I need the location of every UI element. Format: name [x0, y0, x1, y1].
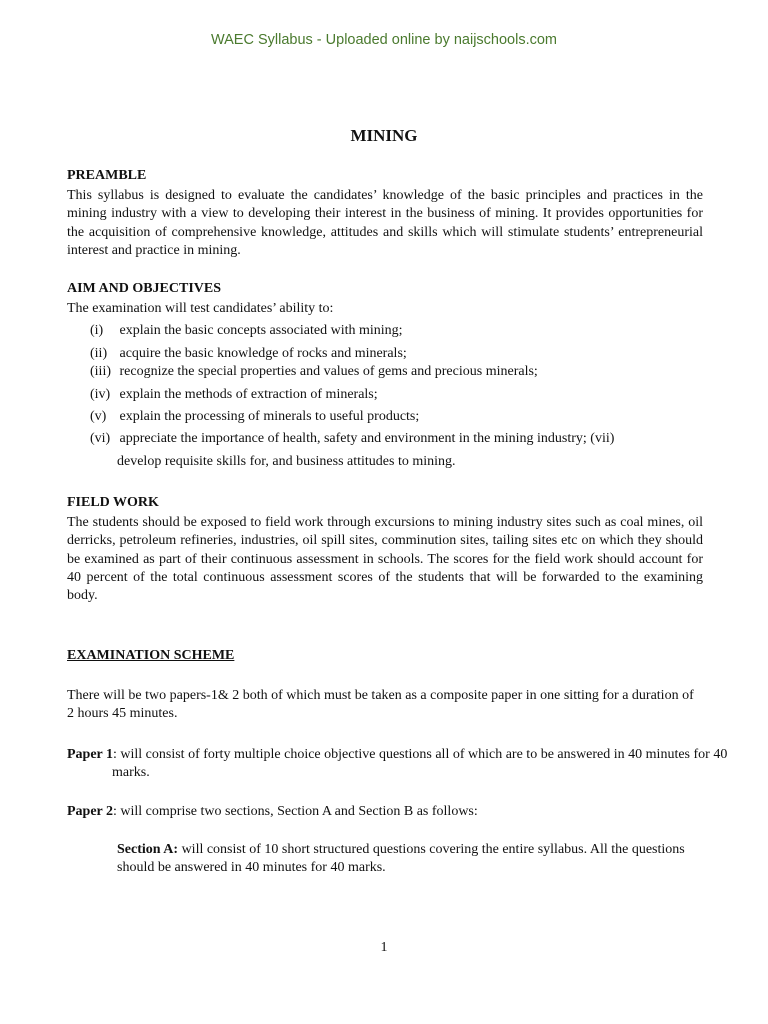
objective-text: explain the methods of extraction of minerals; — [119, 387, 378, 402]
paper1-description — [67, 746, 748, 783]
objective-number: (i) — [90, 323, 104, 338]
objective-number: (iii) — [90, 364, 111, 379]
objective-text: explain the basic concepts associated with mining; — [119, 323, 403, 338]
objective-text: explain the processing of minerals to useful products; — [119, 409, 420, 424]
objective-number: (ii) — [90, 346, 108, 361]
objective-number: (v) — [90, 409, 107, 424]
sectionA-text: will consist of 10 short structured questions covering the entire syllabus. All the questions should be answered in 40 minutes for 40 marks. — [117, 842, 685, 875]
preamble-heading: PREAMBLE — [67, 168, 147, 183]
objective-text: acquire the basic knowledge of rocks and minerals; — [119, 346, 407, 361]
objective-item — [90, 386, 710, 404]
fieldwork-heading: FIELD WORK — [67, 495, 159, 510]
page-header: WAEC Syllabus - Uploaded online by naijschools.com — [210, 32, 558, 48]
objective-number: (vi) — [90, 431, 111, 446]
sectionA-label: Section A: — [117, 842, 179, 857]
fieldwork-text: The students should be exposed to field work through excursions to mining industry sites such as coal mines, oil derricks, petroleum refineries, industries, oil spill sites, comminution sites, tailing sites etc on which they should be examined as part of their continuous assessment in schools. The scores for the field work should account for 40 percent of the total continuous assessment scores of the students that will be forwarded to the examining body. — [67, 515, 703, 604]
objective-item — [90, 430, 710, 448]
objective-item — [90, 345, 710, 363]
objective-item — [90, 408, 710, 426]
paper1-text: : will consist of forty multiple choice objective questions all of which are to be answered in 40 minutes for 40 marks. — [112, 747, 728, 781]
exam-scheme-heading: EXAMINATION SCHEME — [67, 648, 235, 663]
aims-heading: AIM AND OBJECTIVES — [67, 281, 222, 296]
objective-text: recognize the special properties and values of gems and precious minerals; — [119, 364, 538, 379]
paper1-label: Paper 1 — [67, 747, 114, 762]
paper2-description — [67, 803, 703, 821]
paper2-label: Paper 2 — [67, 804, 114, 819]
objective-text: appreciate the importance of health, safety and environment in the mining industry; (vii) — [119, 431, 615, 446]
page-number: 1 — [380, 940, 388, 955]
objective-number: (iv) — [90, 387, 111, 402]
objective-continuation: develop requisite skills for, and business attitudes to mining. — [117, 454, 456, 469]
document-title: MINING — [350, 126, 418, 145]
objective-item — [90, 363, 710, 381]
exam-intro: There will be two papers-1& 2 both of which must be taken as a composite paper in one sitting for a duration of 2 hours 45 minutes. — [67, 688, 694, 722]
paper2-text: : will comprise two sections, Section A and Section B as follows: — [113, 804, 478, 819]
preamble-text: This syllabus is designed to evaluate the candidates’ knowledge of the basic principles and practices in the mining industry with a view to developing their interest in the business of mining. It provides opportunities for the acquisition of comprehensive knowledge, attitudes and skills which will stimulate students’ entrepreneurial interest and practice in mining. — [67, 188, 703, 258]
objective-item — [90, 322, 710, 340]
sectionA-description — [117, 841, 697, 877]
aims-intro: The examination will test candidates’ ability to: — [67, 301, 334, 316]
